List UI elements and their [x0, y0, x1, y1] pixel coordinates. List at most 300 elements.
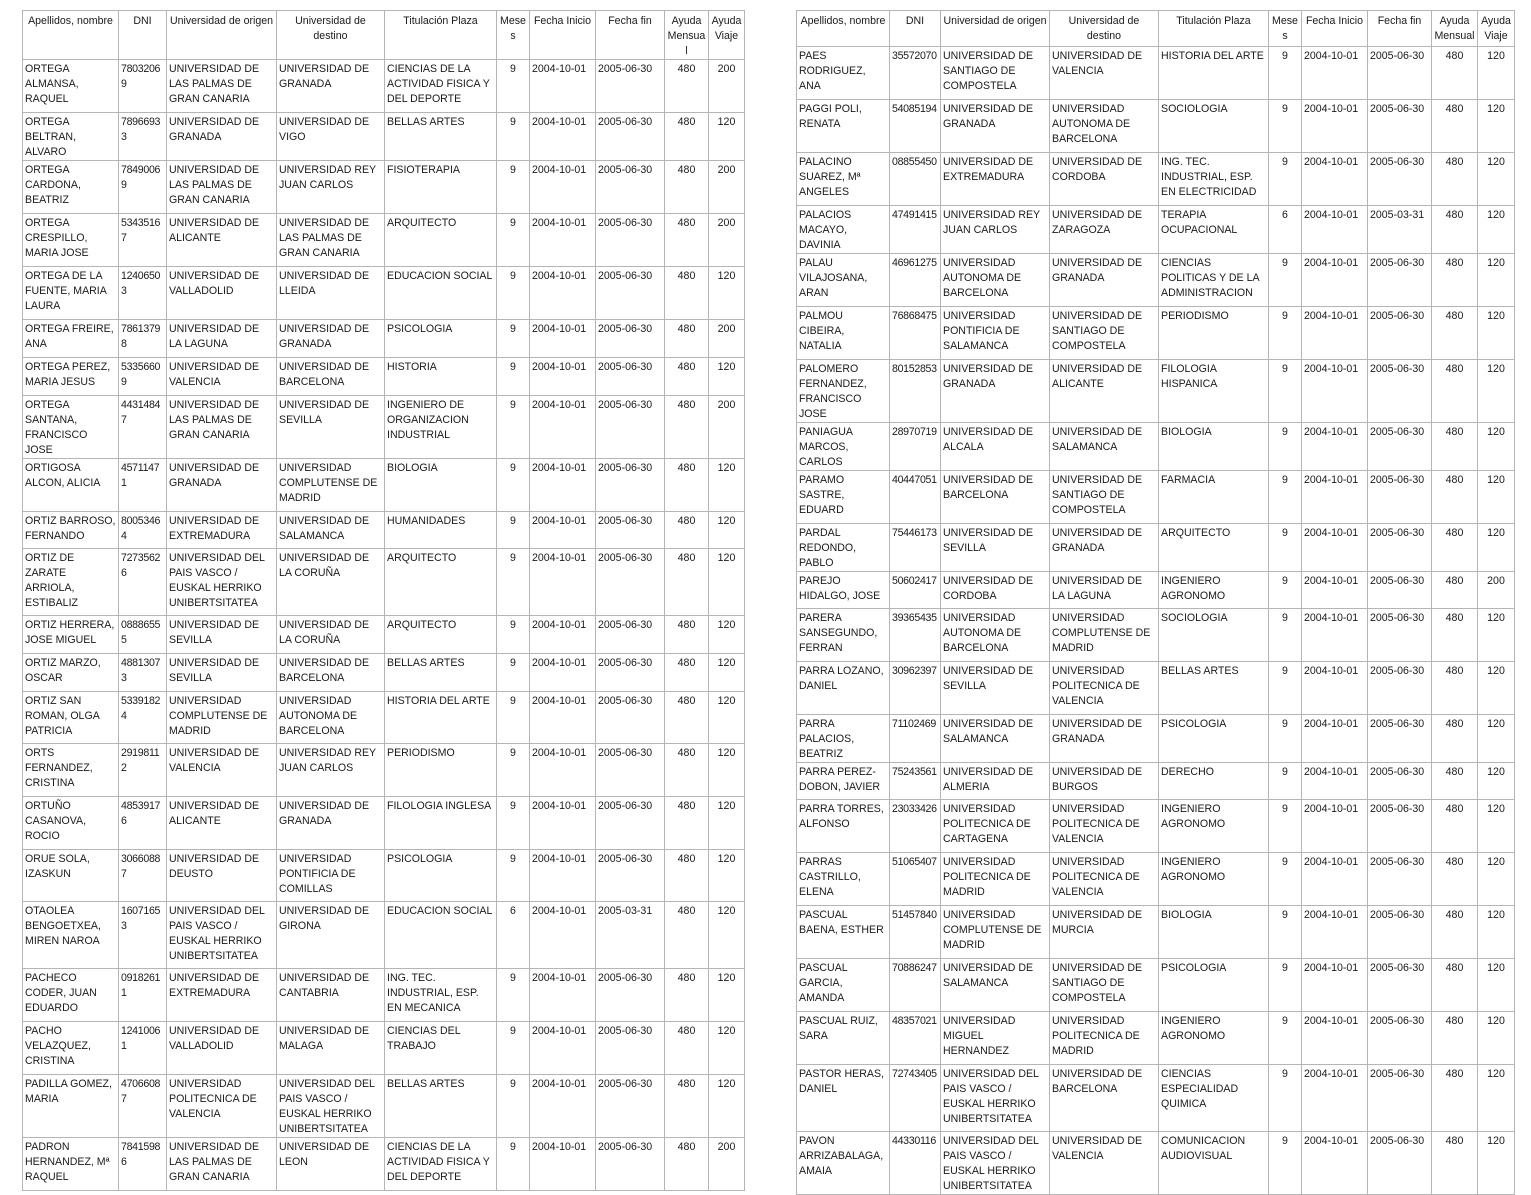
cell-dni: 53391824 [119, 692, 167, 744]
cell-travel-aid: 120 [709, 113, 745, 161]
cell-dni: 50602417 [890, 572, 941, 609]
cell-dni: 53435167 [119, 214, 167, 267]
table-row [23, 214, 745, 267]
cell-monthly-aid: 480 [1432, 307, 1478, 360]
cell-dni: 40447051 [890, 471, 941, 524]
cell-monthly-aid: 480 [1432, 959, 1478, 1012]
cell-destination-university: UNIVERSIDAD REY JUAN CARLOS [277, 744, 385, 797]
cell-travel-aid: 120 [1478, 763, 1515, 800]
cell-name: PARDAL REDONDO, PABLO [797, 524, 890, 572]
cell-end-date: 2005-06-30 [1368, 715, 1432, 763]
cell-start-date: 2004-10-01 [1302, 423, 1368, 471]
cell-origin-university: UNIVERSIDAD DE BARCELONA [941, 471, 1050, 524]
cell-dni: 54085194 [890, 100, 941, 153]
cell-degree: BELLAS ARTES [385, 1075, 497, 1138]
cell-dni: 35572070 [890, 47, 941, 100]
cell-monthly-aid: 480 [665, 161, 709, 214]
cell-origin-university: UNIVERSIDAD DE SEVILLA [167, 616, 277, 654]
table-row [797, 715, 1515, 763]
table-row [797, 307, 1515, 360]
cell-degree: PSICOLOGIA [385, 850, 497, 902]
cell-travel-aid: 200 [709, 161, 745, 214]
table-row [23, 850, 745, 902]
cell-travel-aid: 120 [1478, 360, 1515, 423]
cell-destination-university: UNIVERSIDAD AUTONOMA DE BARCELONA [1050, 100, 1159, 153]
cell-name: PARRAS CASTRILLO, ELENA [797, 853, 890, 906]
cell-dni: 70886247 [890, 959, 941, 1012]
cell-destination-university: UNIVERSIDAD DE SALAMANCA [1050, 423, 1159, 471]
cell-monthly-aid: 480 [665, 267, 709, 320]
cell-name: ORTEGA ALMANSA, RAQUEL [23, 60, 119, 113]
cell-destination-university: UNIVERSIDAD DE GRANADA [277, 797, 385, 850]
column-header-origin-university: Universidad de origen [941, 11, 1050, 47]
cell-degree: FARMACIA [1159, 471, 1269, 524]
cell-travel-aid: 120 [709, 616, 745, 654]
cell-travel-aid: 120 [709, 358, 745, 396]
cell-dni: 75446173 [890, 524, 941, 572]
cell-travel-aid: 120 [709, 1075, 745, 1138]
cell-travel-aid: 120 [1478, 423, 1515, 471]
cell-travel-aid: 120 [1478, 1132, 1515, 1195]
cell-destination-university: UNIVERSIDAD POLITECNICA DE VALENCIA [1050, 800, 1159, 853]
cell-origin-university: UNIVERSIDAD DE ALMERIA [941, 763, 1050, 800]
cell-name: PARAMO SASTRE, EDUARD [797, 471, 890, 524]
cell-origin-university: UNIVERSIDAD DE CORDOBA [941, 572, 1050, 609]
column-header-name: Apellidos, nombre [797, 11, 890, 47]
cell-monthly-aid: 480 [1432, 47, 1478, 100]
cell-degree: PSICOLOGIA [385, 320, 497, 358]
cell-months: 9 [497, 214, 530, 267]
cell-origin-university: UNIVERSIDAD PONTIFICIA DE SALAMANCA [941, 307, 1050, 360]
cell-degree: PERIODISMO [385, 744, 497, 797]
cell-name: ORTEGA FREIRE, ANA [23, 320, 119, 358]
cell-degree: CIENCIAS ESPECIALIDAD QUIMICA [1159, 1065, 1269, 1132]
column-header-origin-university: Universidad de origen [167, 11, 277, 60]
cell-name: PALACIOS MACAYO, DAVINIA [797, 206, 890, 254]
table-row [797, 360, 1515, 423]
cell-months: 9 [1269, 423, 1302, 471]
cell-dni: 80053464 [119, 512, 167, 549]
cell-travel-aid: 120 [709, 654, 745, 692]
cell-monthly-aid: 480 [1432, 1132, 1478, 1195]
cell-origin-university: UNIVERSIDAD DE GRANADA [167, 113, 277, 161]
cell-destination-university: UNIVERSIDAD DE GRANADA [1050, 254, 1159, 307]
cell-name: ORUE SOLA, IZASKUN [23, 850, 119, 902]
column-header-monthly-aid: Ayuda Mensual [1432, 11, 1478, 47]
cell-origin-university: UNIVERSIDAD DEL PAIS VASCO / EUSKAL HERRIKO UNIBERTSITATEA [167, 902, 277, 969]
cell-travel-aid: 120 [1478, 800, 1515, 853]
table-row [797, 572, 1515, 609]
cell-start-date: 2004-10-01 [1302, 360, 1368, 423]
column-header-travel-aid: Ayuda Viaje [1478, 11, 1515, 47]
cell-monthly-aid: 480 [1432, 1012, 1478, 1065]
cell-travel-aid: 200 [709, 320, 745, 358]
cell-name: ORTEGA SANTANA, FRANCISCO JOSE [23, 396, 119, 459]
cell-months: 9 [497, 969, 530, 1022]
cell-end-date: 2005-06-30 [596, 396, 665, 459]
cell-monthly-aid: 480 [1432, 662, 1478, 715]
table-row [797, 662, 1515, 715]
cell-monthly-aid: 480 [1432, 423, 1478, 471]
cell-origin-university: UNIVERSIDAD DEL PAIS VASCO / EUSKAL HERRIKO UNIBERTSITATEA [167, 549, 277, 616]
cell-travel-aid: 120 [709, 969, 745, 1022]
table-row [23, 358, 745, 396]
cell-months: 6 [497, 902, 530, 969]
cell-degree: BIOLOGIA [1159, 423, 1269, 471]
cell-name: ORTS FERNANDEZ, CRISTINA [23, 744, 119, 797]
cell-degree: INGENIERO AGRONOMO [1159, 572, 1269, 609]
cell-origin-university: UNIVERSIDAD POLITECNICA DE CARTAGENA [941, 800, 1050, 853]
cell-origin-university: UNIVERSIDAD DE VALLADOLID [167, 1022, 277, 1075]
cell-degree: CIENCIAS POLITICAS Y DE LA ADMINISTRACION [1159, 254, 1269, 307]
cell-travel-aid: 120 [709, 459, 745, 512]
cell-start-date: 2004-10-01 [530, 797, 596, 850]
table-row [23, 459, 745, 512]
cell-degree: SOCIOLOGIA [1159, 609, 1269, 662]
cell-destination-university: UNIVERSIDAD DE BARCELONA [1050, 1065, 1159, 1132]
cell-degree: HISTORIA DEL ARTE [385, 692, 497, 744]
cell-destination-university: UNIVERSIDAD DE LAS PALMAS DE GRAN CANARIA [277, 214, 385, 267]
cell-monthly-aid: 480 [665, 616, 709, 654]
cell-dni: 30660887 [119, 850, 167, 902]
cell-monthly-aid: 480 [665, 396, 709, 459]
cell-travel-aid: 120 [1478, 609, 1515, 662]
table-row [23, 396, 745, 459]
cell-months: 9 [1269, 800, 1302, 853]
cell-origin-university: UNIVERSIDAD DE LAS PALMAS DE GRAN CANARIA [167, 396, 277, 459]
cell-months: 9 [1269, 763, 1302, 800]
cell-name: PARRA LOZANO, DANIEL [797, 662, 890, 715]
cell-start-date: 2004-10-01 [1302, 906, 1368, 959]
cell-start-date: 2004-10-01 [1302, 47, 1368, 100]
cell-origin-university: UNIVERSIDAD DE SEVILLA [167, 654, 277, 692]
cell-destination-university: UNIVERSIDAD PONTIFICIA DE COMILLAS [277, 850, 385, 902]
cell-destination-university: UNIVERSIDAD DE CANTABRIA [277, 969, 385, 1022]
cell-destination-university: UNIVERSIDAD DE SEVILLA [277, 396, 385, 459]
cell-origin-university: UNIVERSIDAD DEL PAIS VASCO / EUSKAL HERRIKO UNIBERTSITATEA [941, 1132, 1050, 1195]
cell-dni: 48539176 [119, 797, 167, 850]
cell-origin-university: UNIVERSIDAD DE LAS PALMAS DE GRAN CANARIA [167, 161, 277, 214]
cell-months: 9 [1269, 853, 1302, 906]
table-row [797, 906, 1515, 959]
cell-destination-university: UNIVERSIDAD DE BARCELONA [277, 358, 385, 396]
cell-degree: EDUCACION SOCIAL [385, 267, 497, 320]
cell-start-date: 2004-10-01 [530, 616, 596, 654]
cell-destination-university: UNIVERSIDAD DE MURCIA [1050, 906, 1159, 959]
cell-end-date: 2005-06-30 [596, 1138, 665, 1191]
cell-months: 9 [1269, 1132, 1302, 1195]
cell-months: 9 [1269, 609, 1302, 662]
column-header-destination-university: Universidad de destino [1050, 11, 1159, 47]
cell-destination-university: UNIVERSIDAD DE MALAGA [277, 1022, 385, 1075]
cell-dni: 08886555 [119, 616, 167, 654]
cell-destination-university: UNIVERSIDAD DE LA CORUÑA [277, 549, 385, 616]
cell-degree: INGENIERO AGRONOMO [1159, 853, 1269, 906]
cell-months: 9 [497, 797, 530, 850]
cell-degree: EDUCACION SOCIAL [385, 902, 497, 969]
cell-dni: 44330116 [890, 1132, 941, 1195]
cell-name: ORTEGA BELTRAN, ALVARO [23, 113, 119, 161]
cell-start-date: 2004-10-01 [1302, 662, 1368, 715]
cell-origin-university: UNIVERSIDAD AUTONOMA DE BARCELONA [941, 254, 1050, 307]
cell-start-date: 2004-10-01 [530, 1075, 596, 1138]
cell-travel-aid: 120 [709, 512, 745, 549]
cell-months: 9 [1269, 572, 1302, 609]
cell-degree: BELLAS ARTES [385, 113, 497, 161]
cell-destination-university: UNIVERSIDAD DE GRANADA [277, 320, 385, 358]
scholarship-table-left [22, 10, 745, 1191]
cell-start-date: 2004-10-01 [530, 902, 596, 969]
cell-monthly-aid: 480 [665, 214, 709, 267]
cell-origin-university: UNIVERSIDAD DE VALLADOLID [167, 267, 277, 320]
table-row [23, 797, 745, 850]
cell-months: 9 [497, 850, 530, 902]
cell-origin-university: UNIVERSIDAD DE ALICANTE [167, 797, 277, 850]
table-row [23, 512, 745, 549]
cell-start-date: 2004-10-01 [530, 692, 596, 744]
cell-end-date: 2005-06-30 [1368, 763, 1432, 800]
cell-end-date: 2005-06-30 [1368, 423, 1432, 471]
cell-degree: TERAPIA OCUPACIONAL [1159, 206, 1269, 254]
cell-origin-university: UNIVERSIDAD POLITECNICA DE VALENCIA [167, 1075, 277, 1138]
cell-start-date: 2004-10-01 [530, 1022, 596, 1075]
cell-dni: 29198112 [119, 744, 167, 797]
cell-dni: 71102469 [890, 715, 941, 763]
cell-destination-university: UNIVERSIDAD DE VALENCIA [1050, 47, 1159, 100]
cell-destination-university: UNIVERSIDAD DE ALICANTE [1050, 360, 1159, 423]
cell-name: PADRON HERNANDEZ, Mª RAQUEL [23, 1138, 119, 1191]
cell-monthly-aid: 480 [1432, 763, 1478, 800]
cell-end-date: 2005-03-31 [596, 902, 665, 969]
cell-origin-university: UNIVERSIDAD DE SEVILLA [941, 662, 1050, 715]
cell-name: PARERA SANSEGUNDO, FERRAN [797, 609, 890, 662]
cell-months: 9 [497, 358, 530, 396]
cell-months: 9 [1269, 1012, 1302, 1065]
cell-origin-university: UNIVERSIDAD DE GRANADA [941, 100, 1050, 153]
cell-end-date: 2005-06-30 [1368, 1012, 1432, 1065]
column-header-monthly-aid: Ayuda Mensual [665, 11, 709, 60]
cell-degree: BELLAS ARTES [385, 654, 497, 692]
cell-dni: 16071653 [119, 902, 167, 969]
cell-months: 9 [497, 396, 530, 459]
cell-name: ORTIGOSA ALCON, ALICIA [23, 459, 119, 512]
cell-origin-university: UNIVERSIDAD DE LA LAGUNA [167, 320, 277, 358]
cell-end-date: 2005-06-30 [596, 654, 665, 692]
table-row [797, 254, 1515, 307]
cell-monthly-aid: 480 [665, 969, 709, 1022]
cell-name: PAGGI POLI, RENATA [797, 100, 890, 153]
cell-monthly-aid: 480 [1432, 254, 1478, 307]
cell-name: ORTIZ BARROSO, FERNANDO [23, 512, 119, 549]
cell-end-date: 2005-06-30 [1368, 609, 1432, 662]
cell-end-date: 2005-06-30 [1368, 153, 1432, 206]
cell-start-date: 2004-10-01 [1302, 100, 1368, 153]
cell-degree: INGENIERO AGRONOMO [1159, 1012, 1269, 1065]
cell-months: 9 [1269, 662, 1302, 715]
cell-degree: HUMANIDADES [385, 512, 497, 549]
cell-end-date: 2005-06-30 [596, 267, 665, 320]
cell-name: ORTEGA CRESPILLO, MARIA JOSE [23, 214, 119, 267]
cell-name: PALACINO SUAREZ, Mª ANGELES [797, 153, 890, 206]
cell-start-date: 2004-10-01 [530, 161, 596, 214]
column-header-dni: DNI [119, 11, 167, 60]
cell-months: 9 [497, 549, 530, 616]
cell-dni: 12410061 [119, 1022, 167, 1075]
cell-destination-university: UNIVERSIDAD DE LA LAGUNA [1050, 572, 1159, 609]
cell-degree: INGENIERO DE ORGANIZACION INDUSTRIAL [385, 396, 497, 459]
cell-origin-university: UNIVERSIDAD DE ALICANTE [167, 214, 277, 267]
cell-start-date: 2004-10-01 [530, 969, 596, 1022]
cell-months: 9 [1269, 153, 1302, 206]
table-row [23, 267, 745, 320]
cell-monthly-aid: 480 [665, 850, 709, 902]
cell-end-date: 2005-06-30 [596, 459, 665, 512]
table-row [23, 1138, 745, 1191]
cell-months: 9 [497, 1075, 530, 1138]
cell-monthly-aid: 480 [665, 60, 709, 113]
cell-name: ORTIZ MARZO, OSCAR [23, 654, 119, 692]
cell-travel-aid: 120 [709, 1022, 745, 1075]
cell-start-date: 2004-10-01 [530, 549, 596, 616]
cell-travel-aid: 120 [709, 267, 745, 320]
cell-end-date: 2005-06-30 [596, 214, 665, 267]
cell-end-date: 2005-06-30 [596, 1022, 665, 1075]
cell-monthly-aid: 480 [1432, 153, 1478, 206]
table-row [23, 744, 745, 797]
cell-name: PARRA PALACIOS, BEATRIZ [797, 715, 890, 763]
cell-degree: DERECHO [1159, 763, 1269, 800]
table-row [23, 549, 745, 616]
cell-travel-aid: 120 [709, 902, 745, 969]
cell-monthly-aid: 480 [665, 1138, 709, 1191]
cell-destination-university: UNIVERSIDAD DE SANTIAGO DE COMPOSTELA [1050, 471, 1159, 524]
cell-origin-university: UNIVERSIDAD DE EXTREMADURA [941, 153, 1050, 206]
cell-end-date: 2005-06-30 [596, 616, 665, 654]
cell-start-date: 2004-10-01 [1302, 959, 1368, 1012]
cell-monthly-aid: 480 [665, 902, 709, 969]
cell-monthly-aid: 480 [665, 512, 709, 549]
cell-destination-university: UNIVERSIDAD DE VIGO [277, 113, 385, 161]
cell-monthly-aid: 480 [1432, 906, 1478, 959]
column-header-destination-university: Universidad de destino [277, 11, 385, 60]
cell-origin-university: UNIVERSIDAD DEL PAIS VASCO / EUSKAL HERRIKO UNIBERTSITATEA [941, 1065, 1050, 1132]
cell-origin-university: UNIVERSIDAD COMPLUTENSE DE MADRID [167, 692, 277, 744]
column-header-travel-aid: Ayuda Viaje [709, 11, 745, 60]
cell-dni: 08855450 [890, 153, 941, 206]
cell-travel-aid: 120 [1478, 662, 1515, 715]
cell-travel-aid: 120 [1478, 206, 1515, 254]
cell-months: 9 [497, 113, 530, 161]
cell-months: 9 [497, 692, 530, 744]
cell-origin-university: UNIVERSIDAD DE EXTREMADURA [167, 512, 277, 549]
cell-destination-university: UNIVERSIDAD DE SANTIAGO DE COMPOSTELA [1050, 959, 1159, 1012]
cell-destination-university: UNIVERSIDAD DE VALENCIA [1050, 1132, 1159, 1195]
cell-origin-university: UNIVERSIDAD DE EXTREMADURA [167, 969, 277, 1022]
cell-start-date: 2004-10-01 [530, 459, 596, 512]
cell-start-date: 2004-10-01 [1302, 1065, 1368, 1132]
cell-months: 6 [1269, 206, 1302, 254]
cell-end-date: 2005-03-31 [1368, 206, 1432, 254]
cell-destination-university: UNIVERSIDAD COMPLUTENSE DE MADRID [1050, 609, 1159, 662]
cell-start-date: 2004-10-01 [530, 850, 596, 902]
table-row [797, 1132, 1515, 1195]
cell-travel-aid: 120 [1478, 1065, 1515, 1132]
cell-destination-university: UNIVERSIDAD POLITECNICA DE VALENCIA [1050, 662, 1159, 715]
cell-degree: COMUNICACION AUDIOVISUAL [1159, 1132, 1269, 1195]
cell-start-date: 2004-10-01 [1302, 715, 1368, 763]
cell-origin-university: UNIVERSIDAD DE GRANADA [941, 360, 1050, 423]
cell-dni: 78613798 [119, 320, 167, 358]
cell-dni: 45711471 [119, 459, 167, 512]
cell-start-date: 2004-10-01 [530, 320, 596, 358]
column-header-months: Meses [1269, 11, 1302, 47]
cell-monthly-aid: 480 [1432, 800, 1478, 853]
column-header-name: Apellidos, nombre [23, 11, 119, 60]
cell-origin-university: UNIVERSIDAD COMPLUTENSE DE MADRID [941, 906, 1050, 959]
cell-travel-aid: 120 [1478, 307, 1515, 360]
cell-end-date: 2005-06-30 [596, 512, 665, 549]
cell-end-date: 2005-06-30 [596, 797, 665, 850]
cell-end-date: 2005-06-30 [1368, 524, 1432, 572]
cell-origin-university: UNIVERSIDAD MIGUEL HERNANDEZ [941, 1012, 1050, 1065]
cell-dni: 53356609 [119, 358, 167, 396]
cell-months: 9 [1269, 959, 1302, 1012]
cell-start-date: 2004-10-01 [1302, 1012, 1368, 1065]
cell-monthly-aid: 480 [1432, 360, 1478, 423]
cell-name: PALOMERO FERNANDEZ, FRANCISCO JOSE [797, 360, 890, 423]
cell-origin-university: UNIVERSIDAD DE DEUSTO [167, 850, 277, 902]
cell-end-date: 2005-06-30 [1368, 662, 1432, 715]
column-header-start-date: Fecha Inicio [530, 11, 596, 60]
cell-degree: ING. TEC. INDUSTRIAL, ESP. EN MECANICA [385, 969, 497, 1022]
cell-start-date: 2004-10-01 [530, 654, 596, 692]
cell-travel-aid: 120 [1478, 471, 1515, 524]
cell-dni: 09182611 [119, 969, 167, 1022]
cell-end-date: 2005-06-30 [596, 850, 665, 902]
cell-monthly-aid: 480 [665, 358, 709, 396]
cell-origin-university: UNIVERSIDAD DE LAS PALMAS DE GRAN CANARIA [167, 60, 277, 113]
cell-end-date: 2005-06-30 [596, 161, 665, 214]
table-row [23, 320, 745, 358]
cell-start-date: 2004-10-01 [1302, 471, 1368, 524]
cell-months: 9 [1269, 715, 1302, 763]
cell-end-date: 2005-06-30 [1368, 471, 1432, 524]
cell-destination-university: UNIVERSIDAD DE SALAMANCA [277, 512, 385, 549]
cell-travel-aid: 120 [709, 692, 745, 744]
cell-dni: 28970719 [890, 423, 941, 471]
cell-months: 9 [497, 161, 530, 214]
cell-degree: ARQUITECTO [385, 549, 497, 616]
cell-end-date: 2005-06-30 [1368, 572, 1432, 609]
cell-origin-university: UNIVERSIDAD POLITECNICA DE MADRID [941, 853, 1050, 906]
cell-degree: PSICOLOGIA [1159, 715, 1269, 763]
table-row [797, 853, 1515, 906]
cell-dni: 78415986 [119, 1138, 167, 1191]
cell-name: ORTIZ SAN ROMAN, OLGA PATRICIA [23, 692, 119, 744]
cell-end-date: 2005-06-30 [1368, 254, 1432, 307]
cell-name: ORTEGA PEREZ, MARIA JESUS [23, 358, 119, 396]
cell-degree: PERIODISMO [1159, 307, 1269, 360]
header-row [797, 11, 1515, 47]
cell-monthly-aid: 480 [1432, 715, 1478, 763]
cell-start-date: 2004-10-01 [530, 214, 596, 267]
cell-travel-aid: 120 [1478, 524, 1515, 572]
cell-start-date: 2004-10-01 [530, 358, 596, 396]
cell-degree: BIOLOGIA [1159, 906, 1269, 959]
cell-destination-university: UNIVERSIDAD DE CORDOBA [1050, 153, 1159, 206]
cell-travel-aid: 120 [709, 744, 745, 797]
cell-end-date: 2005-06-30 [596, 692, 665, 744]
